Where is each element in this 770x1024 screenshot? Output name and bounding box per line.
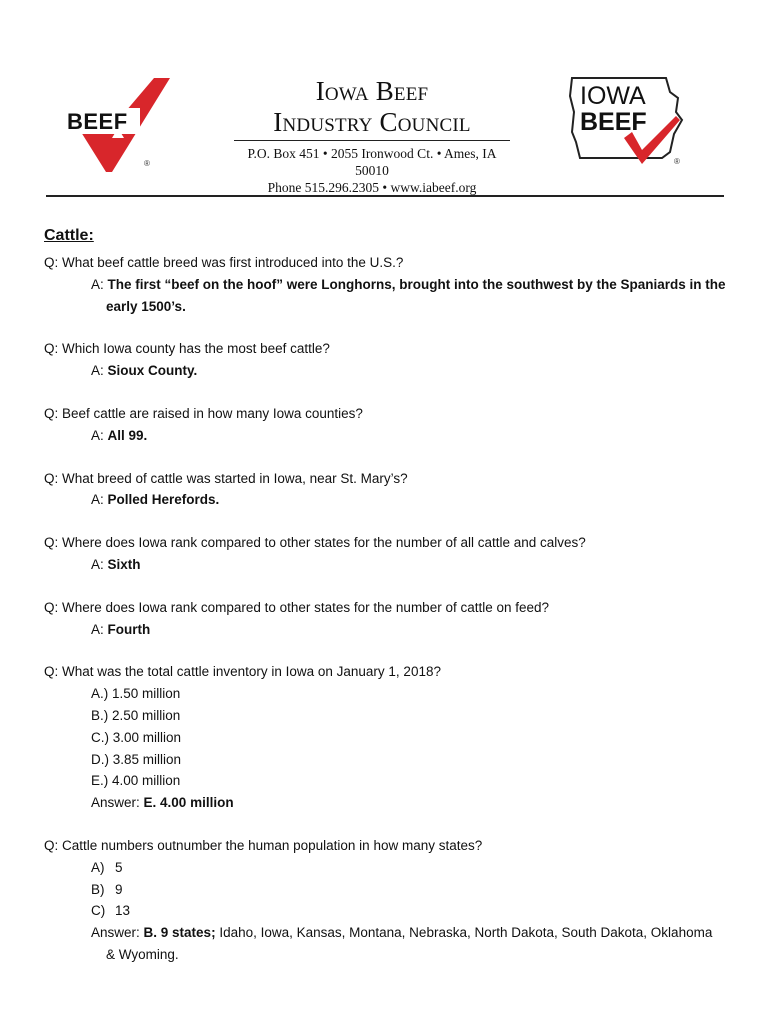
option-value: 9 (115, 881, 123, 897)
option-label: B) (91, 881, 105, 897)
beef-check-icon (62, 74, 174, 176)
answer-text: B. 9 states; (143, 925, 216, 941)
answer-prefix: Answer: (91, 795, 144, 811)
qa-item (44, 252, 734, 317)
svg-text:IOWA: IOWA (580, 82, 646, 110)
header-divider (46, 195, 724, 197)
svg-text:BEEF: BEEF (67, 109, 128, 134)
option: C.) 3.00 million (91, 729, 182, 745)
answer (44, 792, 734, 814)
option (44, 879, 734, 901)
org-phone-website: Phone 515.296.2305 • www.iabeef.org (267, 180, 477, 195)
answer-prefix: A: (91, 427, 108, 443)
answer (44, 554, 734, 576)
qa-item (44, 532, 734, 576)
beef-checkoff-logo (62, 74, 174, 176)
organization-header (234, 76, 510, 196)
faq-content (44, 226, 734, 987)
answer-rest: Idaho, Iowa, Kansas, Montana, Nebraska, North Dakota, South Dakota, Oklahoma (215, 925, 713, 941)
option-value: 13 (115, 903, 131, 919)
question: Q: What was the total cattle inventory in Iowa on January 1, 2018? (44, 664, 441, 680)
svg-text:®: ® (144, 159, 150, 168)
answer (44, 922, 734, 944)
answer-text: Sixth (107, 556, 141, 572)
question: Q: What breed of cattle was started in Iowa, near St. Mary’s? (44, 470, 408, 486)
answer-prefix: Answer: (91, 925, 144, 941)
qa-item-states (44, 835, 734, 966)
svg-text:BEEF: BEEF (580, 108, 647, 136)
question: Q: Cattle numbers outnumber the human population in how many states? (44, 837, 483, 853)
qa-item (44, 338, 734, 382)
answer-prefix: A: (91, 276, 108, 292)
option: B.) 2.50 million (91, 707, 181, 723)
qa-item (44, 468, 734, 512)
answer-text: Fourth (107, 621, 151, 637)
option (44, 900, 734, 922)
question: Q: What beef cattle breed was first introduced into the U.S.? (44, 255, 404, 270)
option: E.) 4.00 million (91, 773, 181, 789)
org-name-line2: Industry Council (273, 107, 471, 137)
answer (44, 360, 734, 382)
answer (44, 619, 734, 641)
iowa-state-outline-icon (566, 72, 686, 172)
answer-prefix: A: (91, 492, 108, 508)
answer-continuation: & Wyoming. (106, 946, 179, 962)
answer (44, 425, 734, 447)
answer-text: The first “beef on the hoof” were Longhorns, brought into the southwest by the Spaniards in the (107, 276, 726, 292)
answer-continuation (44, 296, 734, 318)
question: Q: Which Iowa county has the most beef cattle? (44, 341, 330, 357)
option: A.) 1.50 million (91, 686, 181, 702)
org-address: P.O. Box 451 • 2055 Ironwood Ct. • Ames, IA 50010 (247, 146, 497, 178)
question: Q: Where does Iowa rank compared to other states for the number of all cattle and calves? (44, 535, 586, 551)
iowa-beef-logo (566, 72, 686, 172)
option-label: A) (91, 859, 105, 875)
qa-item (44, 403, 734, 447)
svg-text:®: ® (674, 157, 680, 166)
option-value: 5 (115, 859, 123, 875)
option (44, 857, 734, 879)
answer-prefix: A: (91, 621, 108, 637)
answer-text: E. 4.00 million (143, 795, 234, 811)
answer-prefix: A: (91, 556, 108, 572)
answer-text: Sioux County. (107, 363, 198, 379)
answer-text-cont: early 1500’s. (106, 298, 186, 314)
answer-prefix: A: (91, 363, 108, 379)
org-name-line1: Iowa Beef (315, 76, 429, 106)
option: D.) 3.85 million (91, 751, 182, 767)
section-title: Cattle: (44, 227, 94, 244)
answer (44, 274, 734, 296)
answer (44, 489, 734, 511)
qa-item-inventory (44, 661, 734, 814)
question: Q: Where does Iowa rank compared to other states for the number of cattle on feed? (44, 599, 550, 615)
question: Q: Beef cattle are raised in how many Iowa counties? (44, 405, 363, 421)
answer-text: All 99. (107, 427, 148, 443)
qa-item (44, 597, 734, 641)
answer-text: Polled Herefords. (107, 492, 220, 508)
option-label: C) (91, 903, 106, 919)
org-divider (234, 140, 510, 141)
